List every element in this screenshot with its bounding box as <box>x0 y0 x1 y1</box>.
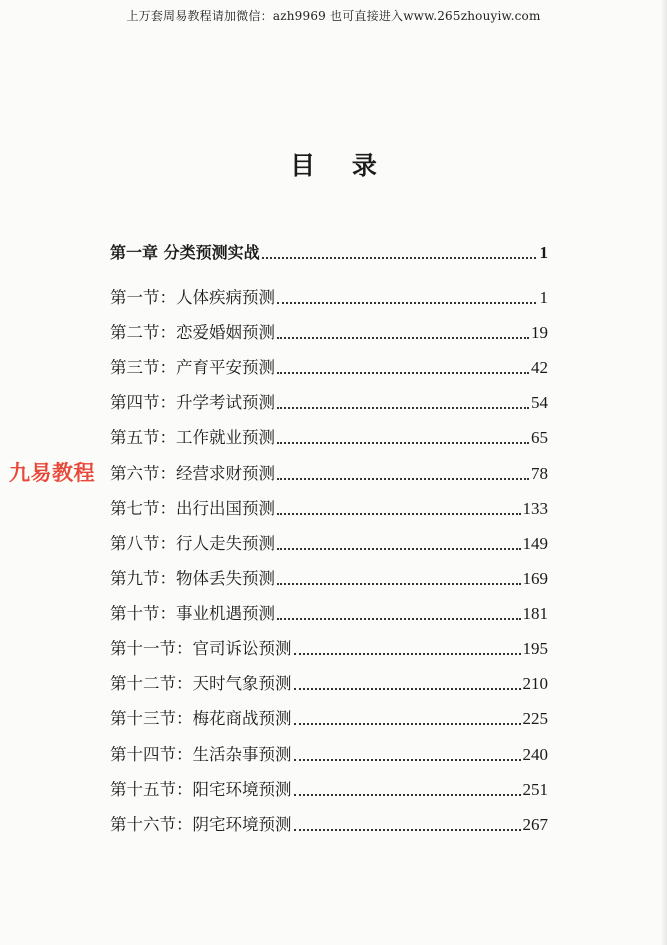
toc-dot-leader <box>277 548 521 550</box>
toc-entry-label: 第十六节：阴宅环境预测 <box>110 815 292 834</box>
toc-dot-leader <box>277 618 521 620</box>
toc-entry-label: 第十五节：阳宅环境预测 <box>110 780 292 799</box>
toc-page-number: 42 <box>531 358 548 377</box>
toc-section-entry <box>110 601 548 627</box>
toc-chapter-entry <box>110 240 548 266</box>
toc-dot-leader <box>294 829 521 831</box>
toc-dot-leader <box>294 723 521 725</box>
watermark-logo: 九易教程 <box>9 461 95 485</box>
toc-page-number: 1 <box>539 288 548 307</box>
toc-section-entry <box>110 566 548 592</box>
toc-page-number: 54 <box>531 393 548 412</box>
toc-section-entry <box>110 671 548 697</box>
toc-entry-label: 第十二节：天时气象预测 <box>110 674 292 693</box>
toc-page-number: 195 <box>522 639 548 658</box>
toc-dot-leader <box>277 478 529 480</box>
toc-page-number: 65 <box>531 428 548 447</box>
toc-section-entry <box>110 496 548 522</box>
toc-dot-leader <box>277 302 536 304</box>
toc-dot-leader <box>294 653 521 655</box>
header-note: 上万套周易教程请加微信：azh9969 也可直接进入www.265zhouyiw.com <box>126 9 541 23</box>
toc-entry-label: 第一章 分类预测实战 <box>110 243 260 262</box>
toc-dot-leader <box>294 794 521 796</box>
toc-section-entry <box>110 742 548 768</box>
toc-page-number: 181 <box>522 604 548 623</box>
toc-entry-label: 第二节：恋爱婚姻预测 <box>110 323 275 342</box>
toc-page-number: 19 <box>531 323 548 342</box>
toc-dot-leader <box>277 372 529 374</box>
toc-page-number: 251 <box>522 780 548 799</box>
toc-entry-label: 第九节：物体丢失预测 <box>110 569 275 588</box>
toc-entry-label: 第三节：产育平安预测 <box>110 358 275 377</box>
toc-page-number: 225 <box>522 709 548 728</box>
toc-entry-label: 第四节：升学考试预测 <box>110 393 275 412</box>
toc-section-entry <box>110 355 548 381</box>
toc-page-number: 78 <box>531 464 548 483</box>
page-edge-shadow <box>661 0 667 945</box>
toc-page-number: 210 <box>522 674 548 693</box>
toc-entry-label: 第十一节：官司诉讼预测 <box>110 639 292 658</box>
toc-section-entry <box>110 461 548 487</box>
toc-entry-label: 第六节：经营求财预测 <box>110 464 275 483</box>
toc-page-number: 133 <box>522 499 548 518</box>
toc-dot-leader <box>262 257 536 259</box>
toc-section-entry <box>110 812 548 838</box>
toc-page-number: 169 <box>522 569 548 588</box>
toc-page-number: 149 <box>522 534 548 553</box>
toc-section-entry <box>110 285 548 311</box>
toc-entry-label: 第一节：人体疾病预测 <box>110 288 275 307</box>
toc-dot-leader <box>277 583 521 585</box>
toc-section-entry <box>110 531 548 557</box>
toc-dot-leader <box>294 759 521 761</box>
toc-section-entry <box>110 320 548 346</box>
toc-entry-label: 第七节：出行出国预测 <box>110 499 275 518</box>
toc-entry-label: 第八节：行人走失预测 <box>110 534 275 553</box>
toc-page-number: 240 <box>522 745 548 764</box>
toc-entry-label: 第五节：工作就业预测 <box>110 428 275 447</box>
toc-dot-leader <box>277 407 529 409</box>
toc-section-entry <box>110 425 548 451</box>
toc-page-number: 267 <box>522 815 548 834</box>
page-title: 目 录 <box>290 151 391 180</box>
toc-entry-label: 第十节：事业机遇预测 <box>110 604 275 623</box>
toc-dot-leader <box>277 337 529 339</box>
toc-entry-label: 第十四节：生活杂事预测 <box>110 745 292 764</box>
toc-section-entry <box>110 390 548 416</box>
toc-dot-leader <box>294 688 521 690</box>
toc-entry-label: 第十三节：梅花商战预测 <box>110 709 292 728</box>
toc-section-entry <box>110 777 548 803</box>
toc-section-entry <box>110 636 548 662</box>
toc-page-number: 1 <box>539 243 548 262</box>
toc-section-entry <box>110 706 548 732</box>
toc-dot-leader <box>277 513 521 515</box>
toc-dot-leader <box>277 442 529 444</box>
